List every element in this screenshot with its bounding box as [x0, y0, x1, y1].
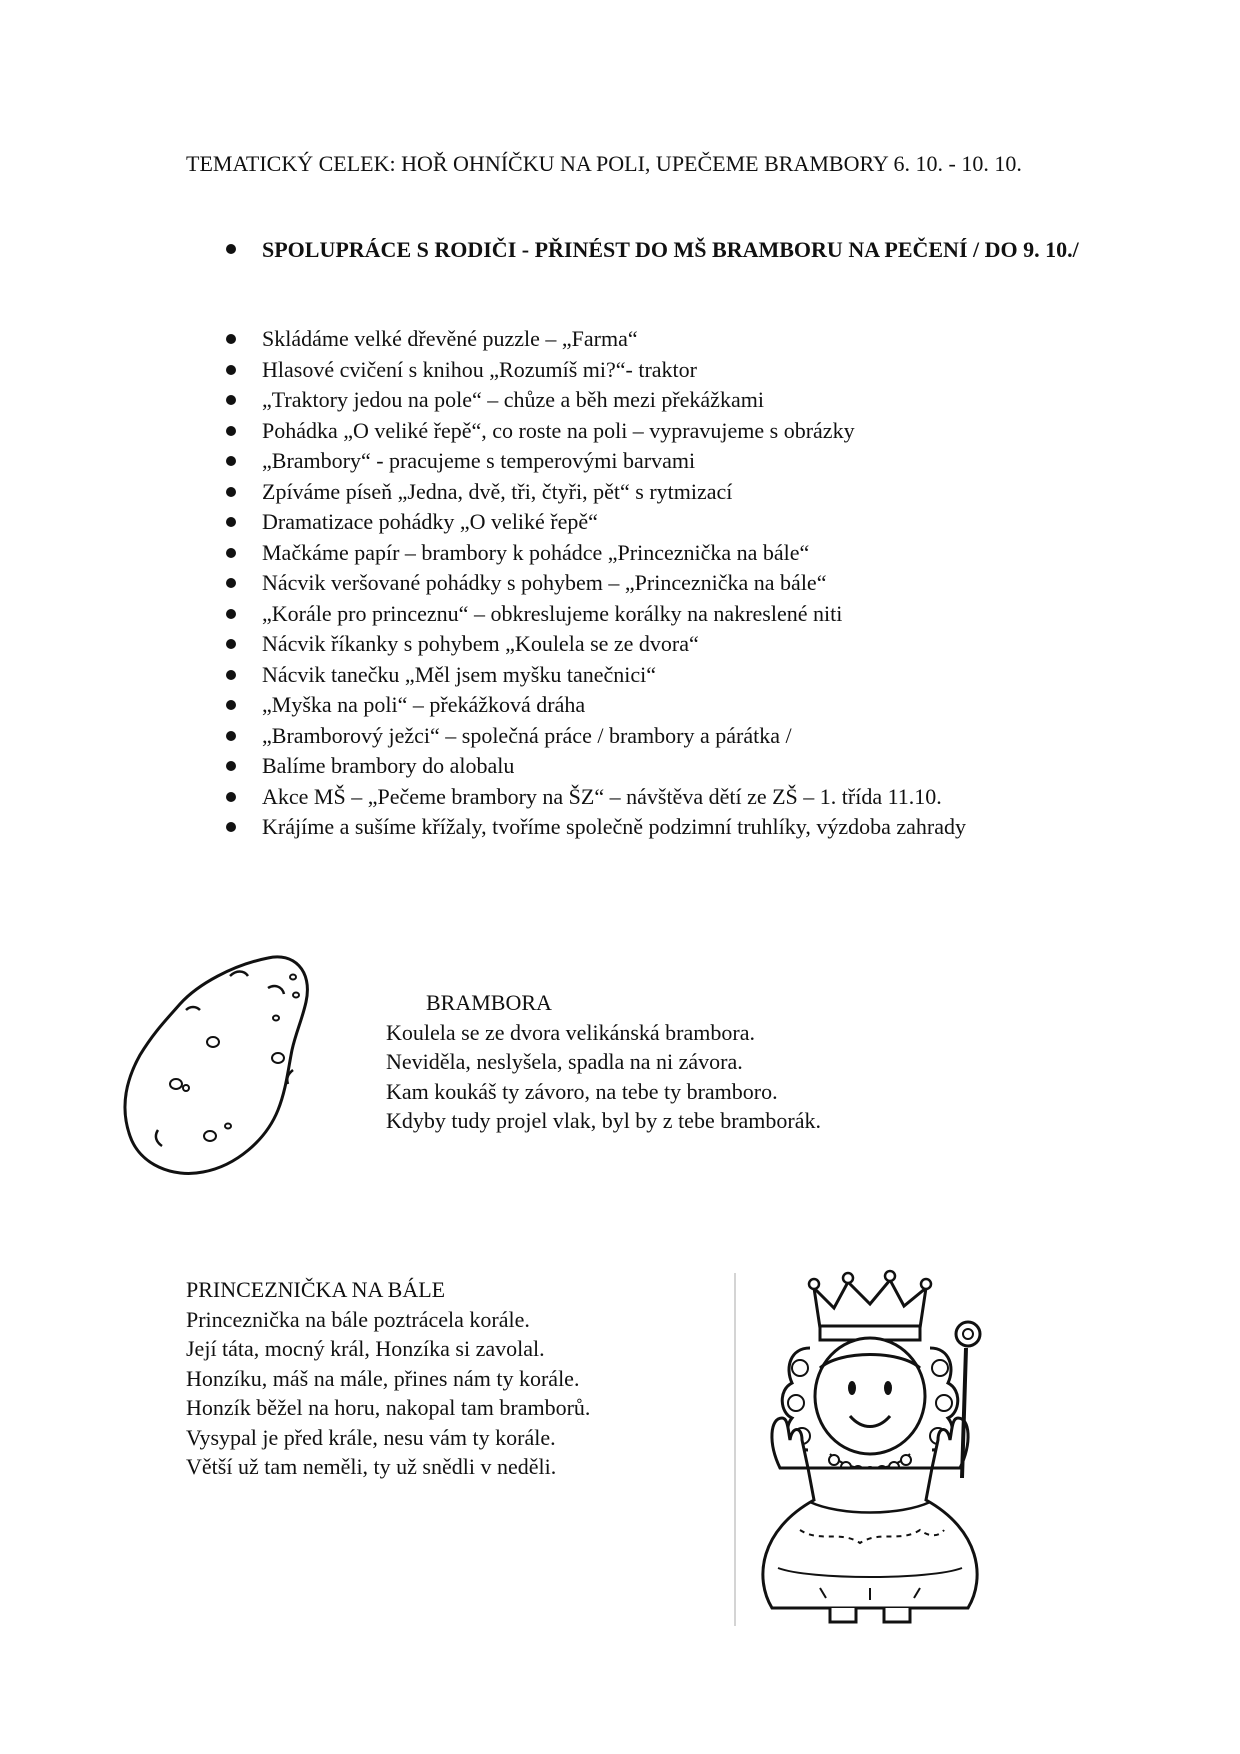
bullet-icon: [226, 244, 236, 254]
list-item: Balíme brambory do alobalu: [226, 751, 1106, 782]
list-item: Dramatizace pohádky „O veliké řepě“: [226, 507, 1106, 538]
bullet-icon: [226, 426, 236, 436]
bullet-icon: [226, 670, 236, 680]
list-item: Mačkáme papír – brambory k pohádce „Princeznička na bále“: [226, 538, 1106, 569]
bullet-icon: [226, 761, 236, 771]
bullet-icon: [226, 822, 236, 832]
bullet-icon: [226, 792, 236, 802]
bullet-icon: [226, 700, 236, 710]
list-item: „Brambory“ - pracujeme s temperovými barvami: [226, 446, 1106, 477]
potato-icon: [118, 940, 328, 1180]
bullet-icon: [226, 639, 236, 649]
list-item: Akce MŠ – „Pečeme brambory na ŠZ“ – návštěva dětí ze ZŠ – 1. třída 11.10.: [226, 782, 1106, 813]
list-item: Pohádka „O veliké řepě“, co roste na poli – vypravujeme s obrázky: [226, 416, 1106, 447]
poem-line: Větší už tam neměli, ty už snědli v neděli.: [186, 1454, 557, 1479]
notice-text: SPOLUPRÁCE S RODIČI - PŘINÉST DO MŠ BRAMBORU NA PEČENÍ / DO 9. 10./: [262, 237, 1079, 262]
bullet-icon: [226, 487, 236, 497]
poem-line: Kdyby tudy projel vlak, byl by z tebe bramborák.: [386, 1108, 822, 1133]
activity-list: [226, 324, 1106, 843]
list-item: Nácvik tanečku „Měl jsem myšku tanečnici“: [226, 660, 1106, 691]
poem-line: Honzík běžel na horu, nakopal tam bramborů.: [186, 1395, 591, 1420]
poem-line: Honzíku, máš na mále, přines nám ty korále.: [186, 1365, 580, 1391]
poem-line: Vysypal je před krále, nesu vám ty korále.: [186, 1424, 556, 1450]
list-item: „Bramborový ježci“ – společná práce / brambory a párátka /: [226, 721, 1106, 752]
poem-title: BRAMBORA: [426, 990, 552, 1015]
bullet-icon: [226, 609, 236, 619]
list-item: Krájíme a sušíme křížaly, tvoříme společně podzimní truhlíky, výzdoba zahrady: [226, 812, 1106, 843]
poem-line: Princeznička na bále poztrácela korále.: [186, 1306, 530, 1332]
list-item: Nácvik veršované pohádky s pohybem – „Princeznička na bále“: [226, 568, 1106, 599]
poem-line: Kam koukáš ty závoro, na tebe ty bramboro.: [386, 1078, 778, 1104]
bullet-icon: [226, 334, 236, 344]
poem-brambora: [386, 988, 821, 1136]
bullet-icon: [226, 517, 236, 527]
list-item: Zpíváme píseň „Jedna, dvě, tři, čtyři, pět“ s rytmizací: [226, 477, 1106, 508]
page-title: TEMATICKÝ CELEK: HOŘ OHNÍČKU NA POLI, UPEČEME BRAMBORY 6. 10. - 10. 10.: [186, 151, 1022, 176]
poem-princeznicka: [186, 1275, 590, 1482]
parent-cooperation-notice: [226, 234, 1106, 265]
list-item: Skládáme velké dřevěné puzzle – „Farma“: [226, 324, 1106, 355]
poem-line: Její táta, mocný král, Honzíka si zavolal.: [186, 1336, 545, 1361]
poem-title: PRINCEZNIČKA NA BÁLE: [186, 1277, 446, 1302]
list-item: „Myška na poli“ – překážková dráha: [226, 690, 1106, 721]
bullet-icon: [226, 731, 236, 741]
bullet-icon: [226, 395, 236, 405]
bullet-icon: [226, 456, 236, 466]
poem-line: Neviděla, neslyšela, spadla na ni závora.: [386, 1049, 743, 1074]
bullet-icon: [226, 365, 236, 375]
list-item: Hlasové cvičení s knihou „Rozumíš mi?“- traktor: [226, 355, 1106, 386]
list-item: „Traktory jedou na pole“ – chůze a běh mezi překážkami: [226, 385, 1106, 416]
bullet-icon: [226, 578, 236, 588]
princess-icon: [730, 1268, 1010, 1628]
list-item: „Korále pro princeznu“ – obkreslujeme korálky na nakreslené niti: [226, 599, 1106, 630]
bullet-icon: [226, 548, 236, 558]
list-item: Nácvik říkanky s pohybem „Koulela se ze dvora“: [226, 629, 1106, 660]
poem-line: Koulela se ze dvora velikánská brambora.: [386, 1019, 755, 1045]
